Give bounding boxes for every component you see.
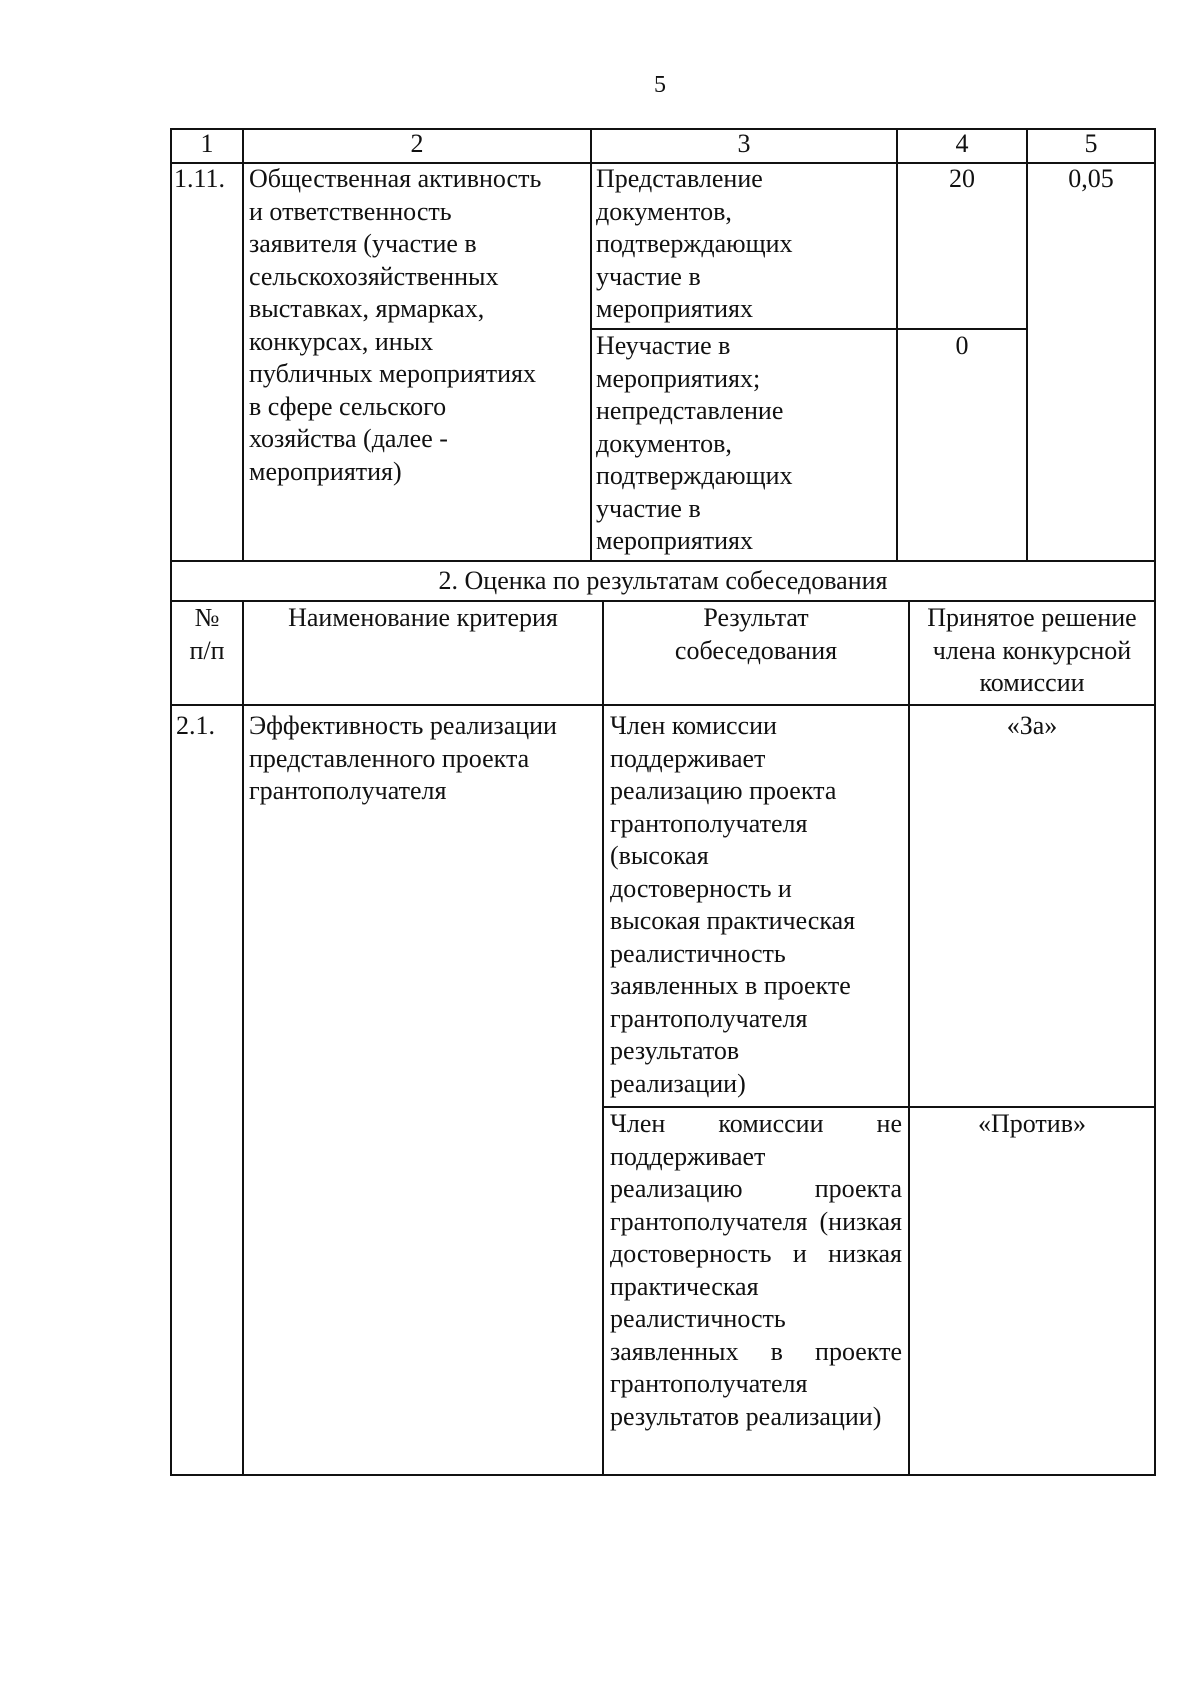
- table-border: [590, 128, 592, 562]
- result-line: грантополучателя: [610, 808, 808, 838]
- option-line: мероприятиях: [596, 294, 754, 323]
- criterion-line: в сфере сельского: [249, 391, 447, 421]
- result-line: реалистичность: [610, 938, 786, 968]
- option-line: подтверждающих: [596, 461, 793, 490]
- header-decision: [910, 602, 1154, 700]
- criterion-line: конкурсах, иных: [249, 326, 434, 356]
- option-cell: [596, 163, 793, 326]
- criterion-line: сельскохозяйственных: [249, 261, 499, 291]
- option-line: документов,: [596, 196, 732, 226]
- section-title: 2. Оценка по результатам собеседования: [438, 566, 888, 595]
- criterion-line: и ответственность: [249, 196, 452, 226]
- column-number: 5: [1084, 129, 1098, 158]
- option-line: участие в: [596, 493, 701, 523]
- row-number: 2.1.: [176, 711, 215, 740]
- result-line: заявленных в проекте: [610, 971, 851, 1000]
- result-line: достоверность и: [610, 873, 792, 903]
- option-line: Представление: [596, 164, 763, 193]
- decision-value: «Против»: [978, 1109, 1086, 1138]
- header-line: Результат: [703, 603, 809, 632]
- header-line: комиссии: [979, 668, 1085, 697]
- header-result: [604, 602, 908, 667]
- result-line: Член комиссии: [610, 711, 777, 740]
- table-border: [170, 704, 1156, 706]
- table-border: [170, 1474, 1156, 1476]
- criterion-line: Эффективность реализации: [249, 711, 557, 740]
- column-number: 2: [410, 129, 424, 158]
- criterion-line: мероприятия): [249, 456, 402, 486]
- result-line: результатов: [610, 1036, 740, 1065]
- option-cell: [596, 330, 793, 558]
- criterion-line: грантополучателя: [249, 776, 447, 805]
- result-line: (высокая: [610, 841, 709, 870]
- row-number: 1.11.: [174, 164, 226, 193]
- decision-value: «За»: [1006, 711, 1058, 740]
- option-line: непредставление: [596, 396, 784, 425]
- result-line: реализацию проекта: [610, 776, 837, 805]
- table-border: [242, 600, 244, 1476]
- result-cell: [610, 710, 855, 1100]
- header-line: собеседования: [674, 635, 838, 665]
- criterion-line: Общественная активность: [249, 164, 542, 193]
- criterion-line: публичных мероприятиях: [249, 359, 537, 388]
- table-border: [170, 560, 1156, 562]
- criterion-line: хозяйства (далее -: [249, 424, 448, 453]
- table-border: [242, 128, 244, 562]
- header-num: [172, 602, 242, 667]
- option-line: документов,: [596, 428, 732, 458]
- header-line: Принятое решение: [927, 603, 1137, 632]
- criterion-cell: [249, 163, 541, 488]
- header-line: №: [194, 603, 220, 632]
- result-line: грантополучателя: [610, 1003, 808, 1033]
- table-border: [602, 600, 604, 1476]
- option-line: Неучастие в: [596, 331, 731, 360]
- result-line: поддерживает: [610, 743, 766, 773]
- criterion-cell: [249, 710, 557, 808]
- column-number: 4: [955, 129, 969, 158]
- score-value: 0: [955, 331, 969, 360]
- score-value: 20: [949, 164, 975, 193]
- table-border: [1154, 128, 1156, 1476]
- table-border: [170, 128, 172, 1476]
- criterion-line: заявителя (участие в: [249, 229, 477, 258]
- option-line: мероприятиях: [596, 526, 754, 555]
- result-line: высокая практическая: [610, 906, 856, 935]
- criterion-line: выставках, ярмарках,: [249, 294, 485, 323]
- column-number: 1: [200, 129, 214, 158]
- header-name: Наименование критерия: [288, 603, 558, 632]
- option-line: участие в: [596, 261, 701, 291]
- weight-value: 0,05: [1068, 164, 1114, 193]
- criterion-line: представленного проекта: [249, 743, 530, 773]
- header-line: члена конкурсной: [932, 635, 1132, 665]
- option-line: мероприятиях;: [596, 363, 761, 393]
- column-number: 3: [737, 129, 751, 158]
- page-number: 5: [654, 72, 666, 98]
- result-line: реализации): [610, 1068, 746, 1098]
- option-line: подтверждающих: [596, 229, 793, 258]
- header-line: п/п: [189, 635, 225, 665]
- result-justified: Член комиссии не поддерживает реализацию проекта грантополучателя (низкая достоверность и низкая практическая реалистичность заявленных в проекте грантополучателя результатов реализации): [610, 1109, 902, 1431]
